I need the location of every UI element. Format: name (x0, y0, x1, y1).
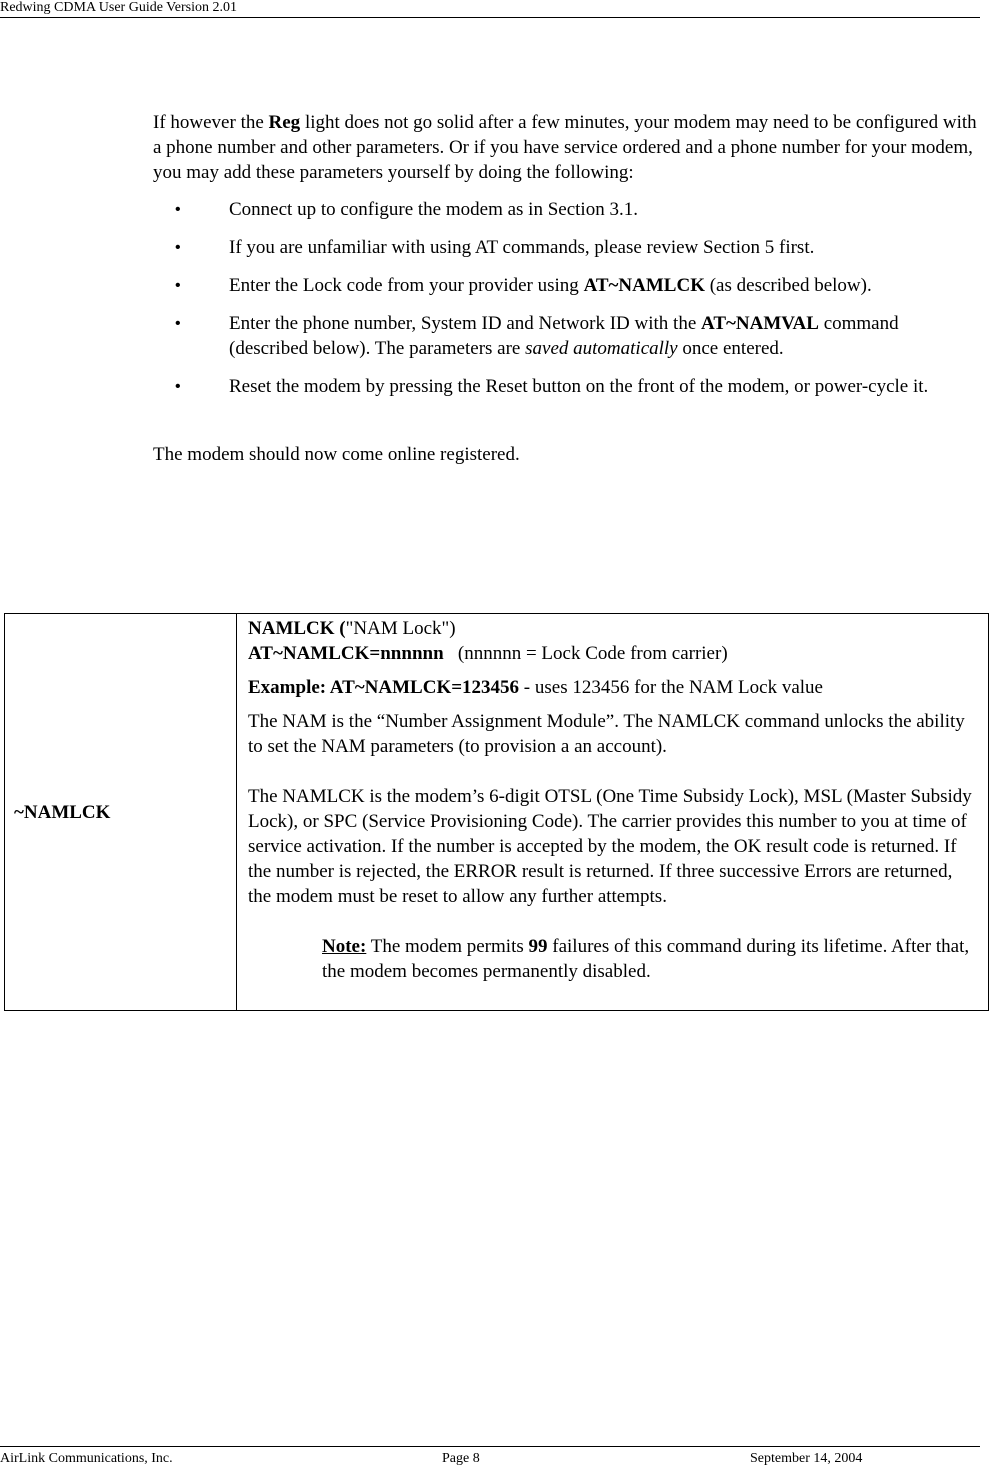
note-label: Note: (322, 936, 367, 957)
bullet-icon: • (175, 315, 181, 332)
header-title: Redwing CDMA User Guide Version 2.01 (0, 0, 237, 15)
command-name: ~NAMLCK (14, 801, 111, 823)
note-bold-count: 99 (528, 936, 548, 957)
command-syntax-text: (nnnnnn = Lock Code from carrier) (457, 643, 728, 664)
list-item (153, 197, 978, 222)
step-italic: saved automatically (525, 338, 678, 359)
command-example (248, 675, 980, 700)
intro-text-1: If however the (153, 112, 269, 133)
step-text: Connect up to configure the modem as in Section 3.1. (229, 199, 638, 220)
list-item (153, 374, 978, 399)
bullet-icon: • (175, 201, 181, 218)
step-text: once entered. (677, 338, 784, 359)
page-header (0, 0, 980, 18)
footer-company: AirLink Communications, Inc. (0, 1451, 173, 1466)
step-text: Enter the phone number, System ID and Network ID with the (229, 313, 702, 334)
note-text: failures of this command during its lifetime. After that, the modem becomes permanently disabled. (322, 936, 970, 982)
list-item (153, 273, 978, 298)
command-table (4, 613, 989, 1011)
step-text: (as described below). (704, 275, 872, 296)
note-text: The modem permits (366, 936, 529, 957)
list-item (153, 311, 978, 361)
intro-text-2: light does not go solid after a few minutes, your modem may need to be configured with a phone number and other parameters. Or if you have service ordered and a phone number for your modem, you may add these parameters yourself by doing the following: (153, 112, 977, 183)
intro-paragraph (153, 110, 978, 185)
table-row (5, 614, 989, 1011)
step-text: command (described below). The parameters are (229, 313, 899, 359)
command-para-1: The NAM is the “Number Assignment Module”. The NAMLCK command unlocks the ability to set the NAM parameters (to provision a an account). (248, 711, 965, 757)
command-example-bold: Example: AT~NAMLCK=123456 (248, 677, 520, 698)
command-description-cell (237, 614, 989, 1011)
command-title-bold: NAMLCK ( (248, 618, 346, 639)
command-syntax (248, 641, 980, 666)
command-note (248, 934, 980, 984)
command-title-text: "NAM Lock") (345, 618, 456, 639)
steps-list (153, 197, 978, 399)
footer-date: September 14, 2004 (750, 1451, 863, 1466)
step-text: If you are unfamiliar with using AT commands, please review Section 5 first. (229, 237, 815, 258)
command-title (248, 616, 980, 641)
command-name-cell (5, 614, 237, 1011)
step-text: Reset the modem by pressing the Reset button on the front of the modem, or power-cycle it. (229, 376, 929, 397)
step-text: Enter the Lock code from your provider using (229, 275, 584, 296)
list-item (153, 235, 978, 260)
step-command-bold: AT~NAMVAL (701, 313, 819, 334)
command-para-2: The NAMLCK is the modem’s 6-digit OTSL (One Time Subsidy Lock), MSL (Master Subsidy Lock), or SPC (Service Provisioning Code). The carrier provides this number to you at time of service activation. If the number is accepted by the modem, the OK result code is returned. If the number is rejected, the ERROR result is returned. If three successive Errors are returned, the modem must be reset to allow any further attempts. (248, 786, 972, 907)
footer-page-number: Page 8 (442, 1451, 480, 1466)
closing-paragraph: The modem should now come online registered. (153, 444, 520, 465)
bullet-icon: • (175, 277, 181, 294)
bullet-icon: • (175, 239, 181, 256)
page-footer (0, 1446, 980, 1466)
command-syntax-bold: AT~NAMLCK=nnnnnn (248, 643, 444, 664)
command-example-text: - uses 123456 for the NAM Lock value (519, 677, 823, 698)
step-command-bold: AT~NAMLCK (583, 275, 705, 296)
bullet-icon: • (175, 378, 181, 395)
body-content (153, 110, 978, 467)
intro-reg-bold: Reg (268, 112, 301, 133)
